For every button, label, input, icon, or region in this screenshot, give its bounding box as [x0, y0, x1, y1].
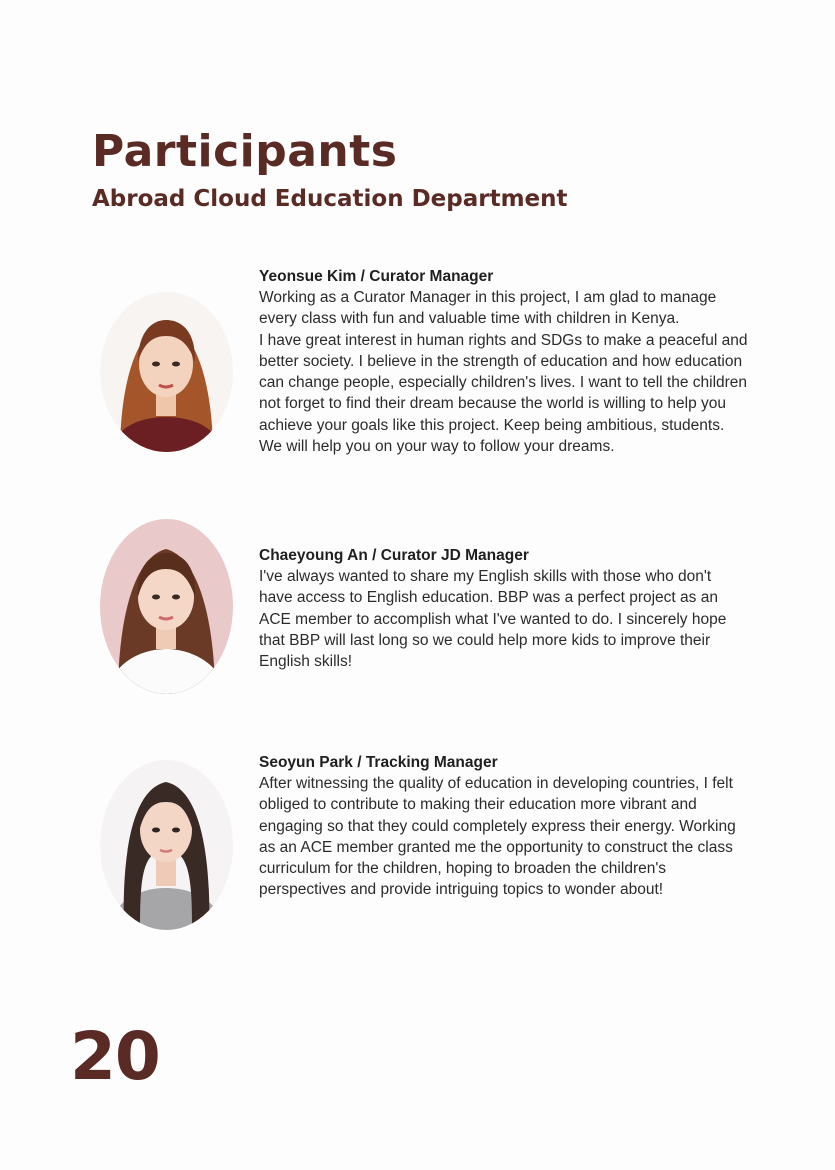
participant-text-seoyun-park — [259, 752, 749, 901]
department-subtitle: Abroad Cloud Education Department — [92, 186, 568, 212]
participant-text-yeonsue-kim — [259, 266, 749, 457]
participant-text-chaeyoung-an — [259, 545, 749, 672]
page-number: 20 — [70, 1018, 160, 1095]
portrait-yeonsue-kim-illustration — [100, 292, 233, 452]
portrait-photo-seoyun-park — [100, 760, 233, 930]
page-title: Participants — [92, 126, 398, 177]
participant-bio: After witnessing the quality of education in developing countries, I felt obliged to contribute to making their education more vibrant and engaging so that they could completely express their energy. Working as an ACE member granted me the opportunity to construct the class curriculum for the children, hoping to broaden the children's perspectives and provide intriguing topics to wonder about! — [259, 775, 736, 899]
participant-name-role: Seoyun Park / Tracking Manager — [259, 754, 498, 771]
portrait-photo-yeonsue-kim — [100, 292, 233, 452]
participant-bio: I've always wanted to share my English skills with those who don't have access to English education. BBP was a perfect project as an ACE member to accomplish what I've wanted to do. I sincerely hope that BBP will last long so we could help more kids to improve their English skills! — [259, 568, 727, 671]
participant-bio: I have great interest in human rights and SDGs to make a peaceful and better society. I believe in the strength of education and how education can change people, especially children's lives. I want to tell the children not forget to find their dream because the world is willing to help you achieve your goals like this project. Keep being ambitious, students. We will help you on your way to follow your dreams. — [259, 331, 748, 456]
portrait-seoyun-park-illustration — [100, 760, 233, 930]
participant-name-role: Yeonsue Kim / Curator Manager — [259, 268, 494, 285]
participant-bio: Working as a Curator Manager in this project, I am glad to manage every class with fun and valuable time with children in Kenya. — [259, 289, 717, 328]
portrait-chaeyoung-an-illustration — [100, 519, 233, 694]
portrait-photo-chaeyoung-an — [100, 519, 233, 694]
participant-name-role: Chaeyoung An / Curator JD Manager — [259, 547, 529, 564]
